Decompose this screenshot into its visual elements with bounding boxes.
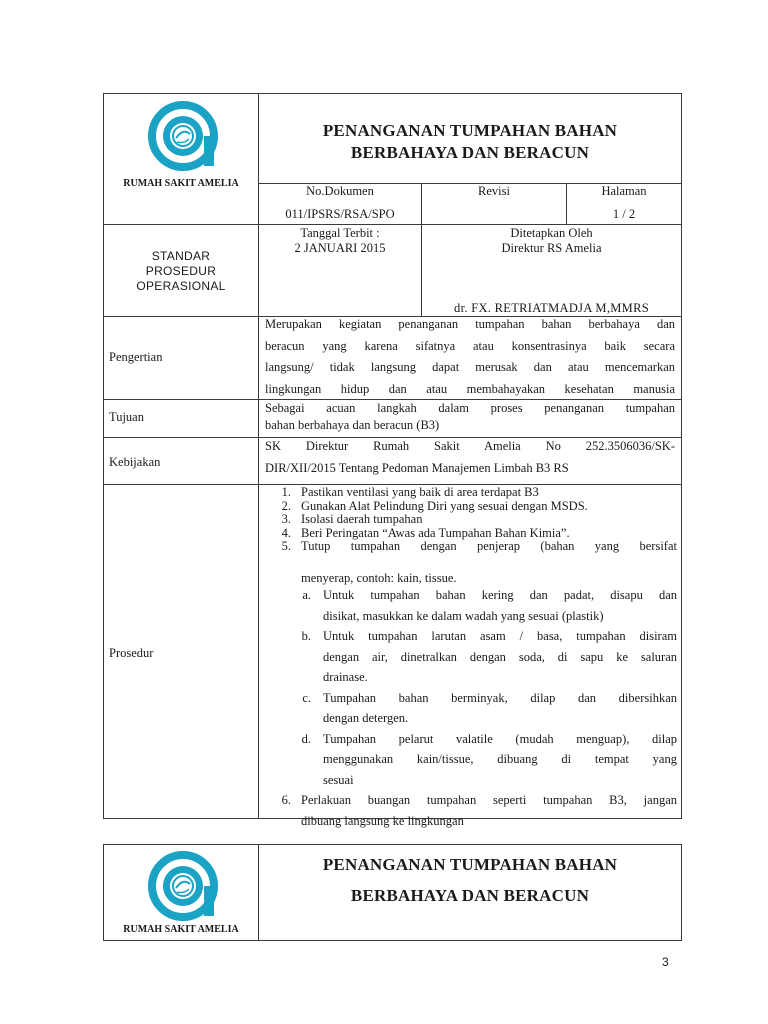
- pengertian-line: langsung/ tidak langsung dapat merusak dan atau mencemarkan: [265, 360, 675, 374]
- kebijakan-label: Kebijakan: [109, 455, 161, 469]
- page-number: 3: [662, 955, 669, 969]
- list-item: [265, 790, 677, 831]
- prosedur-label: Prosedur: [109, 646, 154, 660]
- substep-text: dengan air, dinetralkan dengan soda, di sapu ke saluran: [323, 649, 677, 664]
- substep-text: Tumpahan pelarut valatile (mudah menguap), dilap: [323, 731, 677, 746]
- approved-label: Ditetapkan Oleh: [510, 226, 593, 240]
- hospital-logo: [146, 850, 220, 924]
- substep-text: sesuai: [323, 772, 354, 787]
- doc-no-label: No.Dokumen: [306, 184, 374, 198]
- approved-by: Direktur RS Amelia: [501, 241, 602, 255]
- pengertian-label: Pengertian: [109, 350, 163, 364]
- substep-letter: b.: [301, 629, 311, 643]
- hospital-name: RUMAH SAKIT AMELIA: [123, 178, 239, 189]
- step-number: 5.: [281, 539, 291, 553]
- list-item: [265, 527, 677, 541]
- substep-text: Untuk tumpahan larutan asam / basa, tumpahan disiram: [323, 629, 677, 643]
- title-line-2: BERBAHAYA DAN BERACUN: [350, 886, 590, 905]
- step-text: Pastikan ventilasi yang baik di area terdapat B3: [301, 485, 539, 499]
- list-item: [265, 486, 677, 500]
- list-item: [265, 585, 677, 626]
- list-item: [265, 688, 677, 729]
- list-item: [265, 729, 677, 791]
- substep-letter: a.: [302, 588, 311, 602]
- step-text: Gunakan Alat Pelindung Diri yang sesuai dengan MSDS.: [301, 498, 588, 513]
- issued-label: Tanggal Terbit :: [300, 226, 380, 240]
- step-text: Isolasi daerah tumpahan: [301, 512, 423, 526]
- tujuan-line: Sebagai acuan langkah dalam proses penanganan tumpahan: [265, 401, 675, 415]
- page-title: [259, 120, 681, 164]
- step-number: 3.: [281, 512, 291, 526]
- substep-text: dengan detergen.: [323, 711, 409, 725]
- issued-value: 2 JANUARI 2015: [294, 241, 386, 255]
- step-number: 6.: [281, 793, 291, 807]
- pengertian-line: Merupakan kegiatan penanganan tumpahan bahan berbahaya dan: [265, 317, 675, 331]
- substep-letter: d.: [301, 731, 311, 746]
- tujuan-line: bahan berbahaya dan beracun (B3): [265, 418, 440, 432]
- page-value: 1 / 2: [612, 207, 636, 221]
- list-item: [265, 513, 677, 527]
- step-5-continuation: menyerap, contoh: kain, tissue.: [301, 571, 457, 585]
- step-text: Beri Peringatan “Awas ada Tumpahan Bahan Kimia”.: [301, 525, 570, 540]
- substep-list: [265, 585, 677, 831]
- substep-text: disikat, masukkan ke dalam wadah yang sesuai (plastik): [323, 608, 604, 623]
- list-item: [265, 500, 677, 514]
- list-item: [265, 626, 677, 688]
- substep-letter: c.: [302, 690, 311, 705]
- sop-type-line-3: OPERASIONAL: [136, 279, 226, 293]
- hospital-name: RUMAH SAKIT AMELIA: [123, 924, 239, 935]
- step-text: dibuang langsung ke lingkungan: [301, 813, 464, 828]
- title-line-2: BERBAHAYA DAN BERACUN: [350, 143, 590, 162]
- step-text: Tutup tumpahan dengan penjerap (bahan yang bersifat: [301, 539, 677, 553]
- pengertian-line: lingkungan hidup dan atau membahayakan kesehatan manusia: [265, 381, 675, 396]
- step-text: Perlakuan buangan tumpahan seperti tumpahan B3, jangan: [301, 793, 677, 807]
- step-number: 4.: [281, 525, 291, 540]
- pengertian-text: [265, 314, 675, 400]
- tujuan-text: [265, 400, 675, 434]
- page-label: Halaman: [601, 184, 647, 198]
- sop-type-line-1: STANDAR: [151, 249, 211, 263]
- revision-label: Revisi: [478, 184, 510, 198]
- tujuan-label: Tujuan: [109, 410, 144, 424]
- doc-no-value: 011/IPSRS/RSA/SPO: [285, 207, 395, 221]
- sop-type: [104, 249, 258, 294]
- step-number: 2.: [281, 498, 291, 513]
- signatory: dr. FX. RETRIATMADJA M,MMRS: [454, 301, 649, 315]
- sop-type-line-2: PROSEDUR: [145, 264, 217, 278]
- title-line-1: PENANGANAN TUMPAHAN BAHAN: [322, 855, 618, 874]
- step-number: 1.: [281, 485, 291, 499]
- pengertian-line: beracun yang karena sifatnya atau konsentrasinya baik secara: [265, 338, 675, 353]
- procedure-list: [265, 486, 677, 554]
- hospital-logo: [146, 100, 220, 174]
- substep-text: menggunakan kain/tissue, dibuang di tempat yang: [323, 752, 677, 766]
- kebijakan-line: SK Direktur Rumah Sakit Amelia No 252.3506036/SK-: [265, 439, 675, 453]
- page-title: [259, 849, 681, 911]
- kebijakan-line: DIR/XII/2015 Tentang Pedoman Manajemen Limbah B3 RS: [265, 460, 569, 475]
- substep-text: Untuk tumpahan bahan kering dan padat, disapu dan: [323, 588, 677, 602]
- list-item: [265, 540, 677, 554]
- substep-text: drainase.: [323, 670, 368, 684]
- substep-text: Tumpahan bahan berminyak, dilap dan dibersihkan: [323, 690, 677, 705]
- title-line-1: PENANGANAN TUMPAHAN BAHAN: [322, 121, 618, 140]
- kebijakan-text: [265, 436, 675, 479]
